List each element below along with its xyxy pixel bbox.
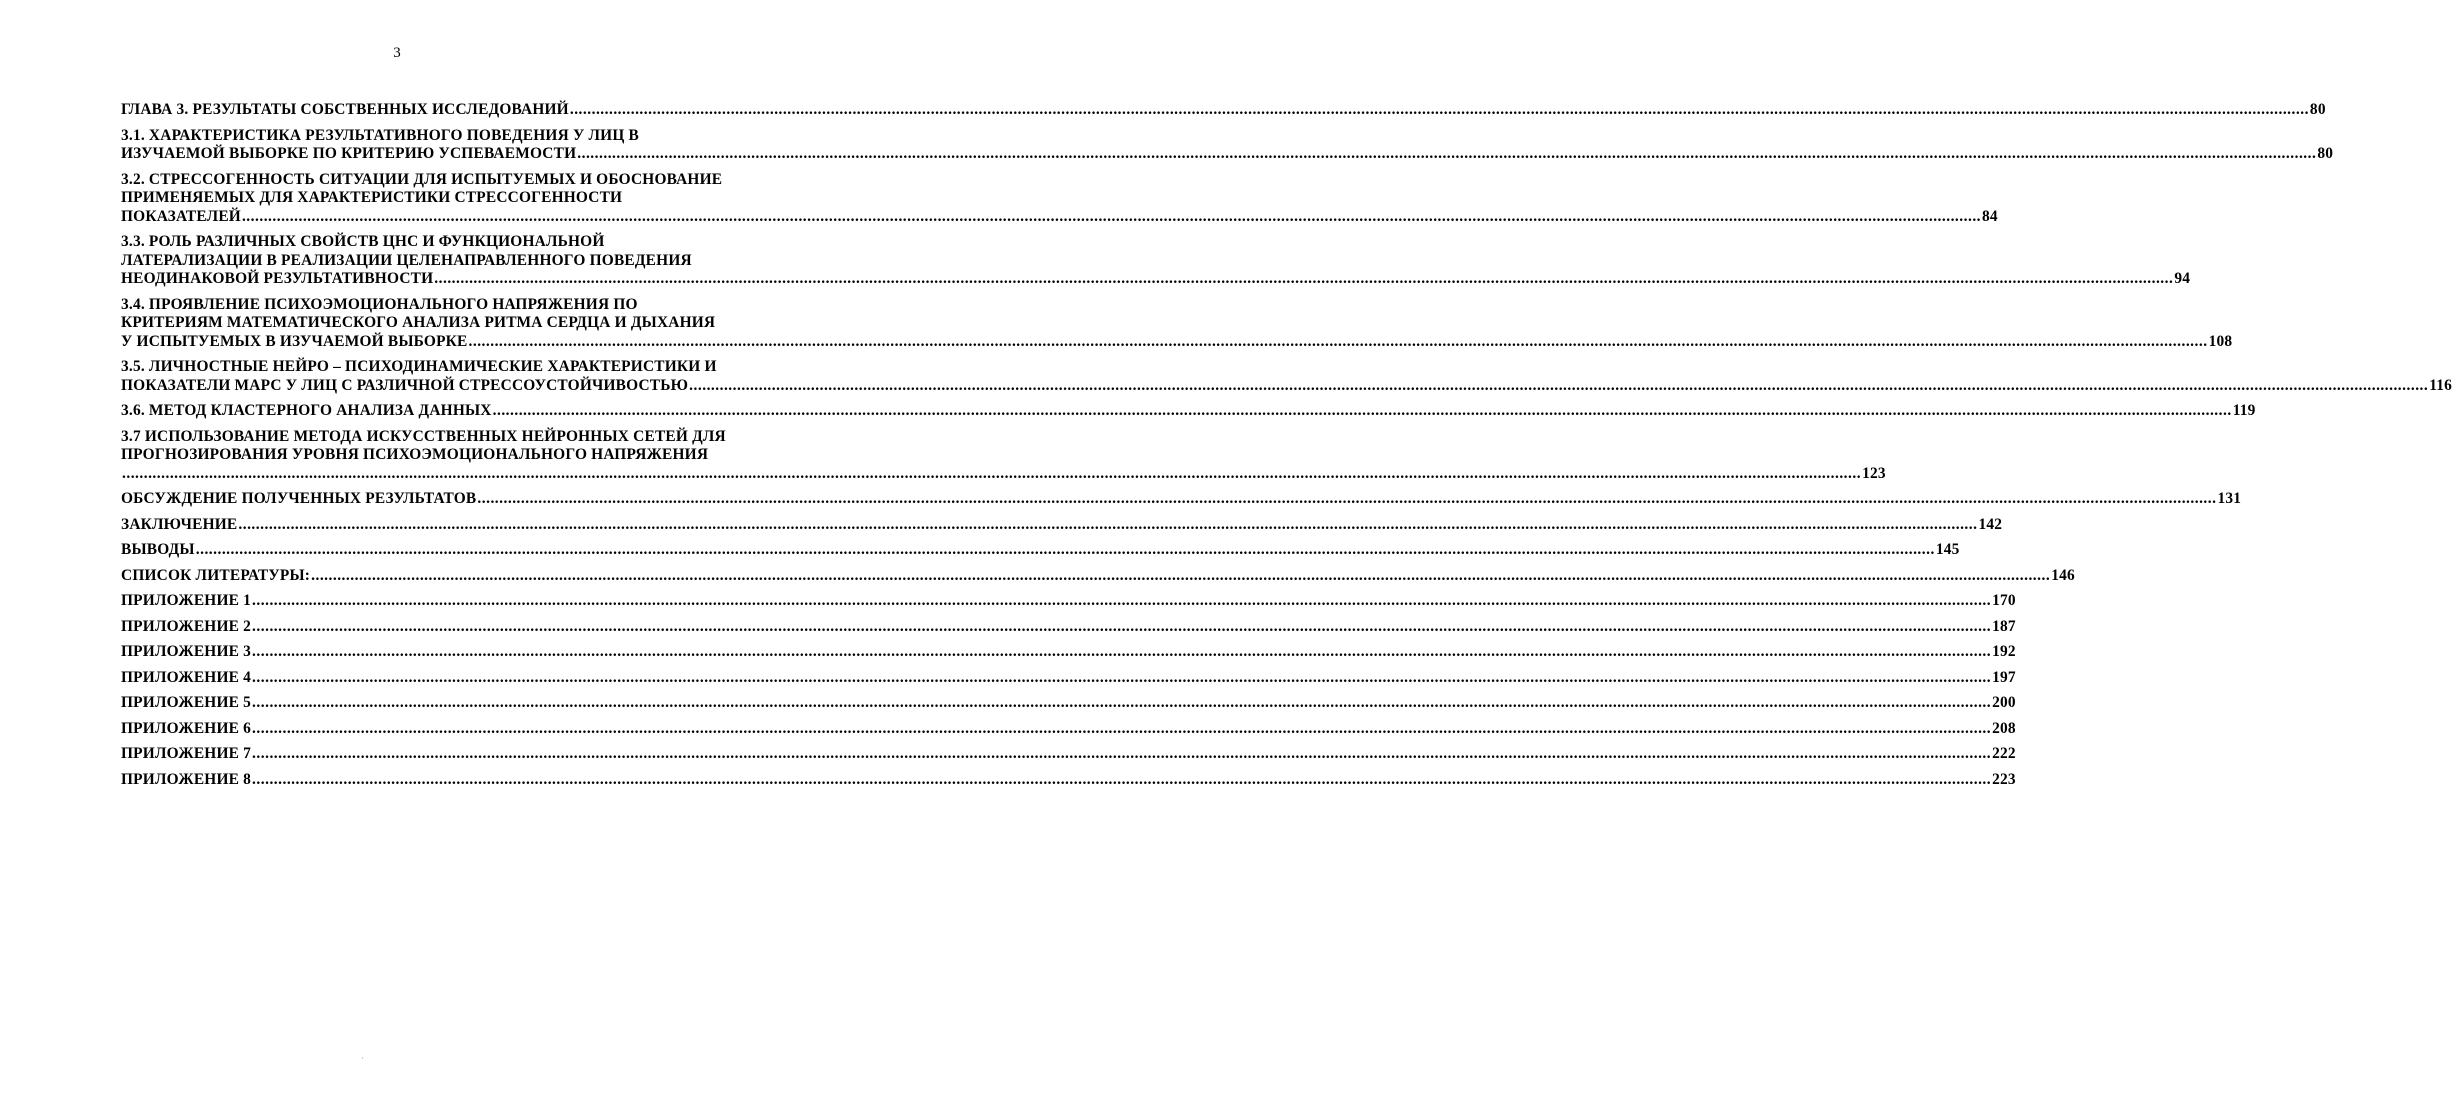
toc-page-number: 187 xyxy=(1992,617,2016,635)
toc-entry-title-line: НЕОДИНАКОВОЙ РЕЗУЛЬТАТИВНОСТИ xyxy=(121,270,434,287)
toc-page-number: 146 xyxy=(2051,566,2075,584)
toc-entry-title-line: ЛАТЕРАЛИЗАЦИИ В РЕАЛИЗАЦИИ ЦЕЛЕНАПРАВЛЕННОГО ПОВЕДЕНИЯ xyxy=(121,251,692,269)
toc-entry-title-line: СПИСОК ЛИТЕРАТУРЫ: xyxy=(121,566,311,584)
toc-entry[interactable] xyxy=(121,592,2016,611)
toc-entry-title-line: ЗАКЛЮЧЕНИЕ xyxy=(121,515,238,533)
dot-leader: ................................................................................................................................................................................................................................................................................................................................................................................................................ xyxy=(241,207,1982,225)
toc-entry-final-line xyxy=(121,694,2016,713)
toc-entry-title-line: ПРИМЕНЯЕМЫХ ДЛЯ ХАРАКТЕРИСТИКИ СТРЕССОГЕННОСТИ xyxy=(121,189,623,206)
dot-leader: ................................................................................................................................................................................................................................................................................................................................................................................................................ xyxy=(577,145,2317,162)
toc-entry-title-line: ВЫВОДЫ xyxy=(121,541,195,558)
dot-leader: ................................................................................................................................................................................................................................................................................................................................................................................................................ xyxy=(252,617,1992,635)
toc-entry-final-line xyxy=(121,541,1960,560)
toc-entry-final-line xyxy=(121,668,2016,688)
table-of-contents xyxy=(121,101,2452,796)
dot-leader: ................................................................................................................................................................................................................................................................................................................................................................................................................ xyxy=(252,719,1992,737)
dot-leader: ................................................................................................................................................................................................................................................................................................................................................................................................................ xyxy=(238,515,1978,533)
toc-entry-title-line: 3.3. РОЛЬ РАЗЛИЧНЫХ СВОЙСТВ ЦНС И ФУНКЦИОНАЛЬНОЙ xyxy=(121,233,605,250)
toc-page-number: 170 xyxy=(1992,592,2016,609)
toc-entry-title-line: ПРИЛОЖЕНИЕ 8 xyxy=(121,770,252,788)
toc-entry-final-line xyxy=(121,617,2016,637)
toc-entry-title-line: 3.5. ЛИЧНОСТНЫЕ НЕЙРО – ПСИХОДИНАМИЧЕСКИЕ ХАРАКТЕРИСТИКИ И xyxy=(121,358,717,375)
toc-page-number: 208 xyxy=(1992,719,2016,737)
toc-entry[interactable] xyxy=(121,719,2016,739)
toc-entry-title-line: ПРИЛОЖЕНИЕ 5 xyxy=(121,694,252,711)
toc-entry-title-line: 3.4. ПРОЯВЛЕНИЕ ПСИХОЭМОЦИОНАЛЬНОГО НАПРЯЖЕНИЯ ПО xyxy=(121,295,638,313)
toc-entry-title-line: ПРИЛОЖЕНИЕ 6 xyxy=(121,719,252,737)
toc-page-number: 223 xyxy=(1992,770,2016,788)
toc-entry[interactable] xyxy=(121,566,2075,586)
dot-leader: ................................................................................................................................................................................................................................................................................................................................................................................................................ xyxy=(122,464,1862,482)
toc-entry[interactable] xyxy=(121,643,2016,662)
toc-page-number: 200 xyxy=(1992,694,2016,711)
page-number: 3 xyxy=(393,45,401,61)
dot-leader: ................................................................................................................................................................................................................................................................................................................................................................................................................ xyxy=(434,270,2174,287)
toc-entry-final-line xyxy=(121,515,2003,535)
toc-entry[interactable] xyxy=(121,170,1998,227)
toc-entry-title-line: 3.6. МЕТОД КЛАСТЕРНОГО АНАЛИЗА ДАННЫХ xyxy=(121,402,492,419)
toc-entry-title-line: ПРИЛОЖЕНИЕ 1 xyxy=(121,592,252,609)
dot-leader: ................................................................................................................................................................................................................................................................................................................................................................................................................ xyxy=(252,592,1992,609)
dot-leader: ................................................................................................................................................................................................................................................................................................................................................................................................................ xyxy=(252,668,1992,686)
toc-page-number: 222 xyxy=(1992,745,2016,762)
dot-leader: ................................................................................................................................................................................................................................................................................................................................................................................................................ xyxy=(252,770,1992,788)
toc-page-number: 123 xyxy=(1862,464,1886,482)
toc-page-number: 80 xyxy=(2317,145,2334,162)
dot-leader: ................................................................................................................................................................................................................................................................................................................................................................................................................ xyxy=(492,402,2232,419)
toc-page-number: 94 xyxy=(2174,270,2191,287)
toc-entry-title-line: ПРИЛОЖЕНИЕ 3 xyxy=(121,643,252,660)
toc-entry[interactable] xyxy=(121,515,2003,535)
toc-entry-final-line xyxy=(121,270,2191,289)
toc-entry-title-line: ПРИЛОЖЕНИЕ 2 xyxy=(121,617,252,635)
toc-entry[interactable] xyxy=(121,770,2016,790)
toc-entry-final-line xyxy=(121,745,2016,764)
toc-entry[interactable] xyxy=(121,490,2242,509)
toc-entry-title-line: ПРИЛОЖЕНИЕ 7 xyxy=(121,745,252,762)
toc-entry-final-line xyxy=(121,101,2326,120)
dot-leader: ................................................................................................................................................................................................................................................................................................................................................................................................................ xyxy=(252,643,1992,660)
toc-entry[interactable] xyxy=(121,126,2334,164)
toc-page-number: 131 xyxy=(2217,490,2242,507)
toc-entry[interactable] xyxy=(121,668,2016,688)
toc-entry[interactable] xyxy=(121,617,2016,637)
toc-page-number: 119 xyxy=(2232,402,2256,419)
toc-entry-final-line xyxy=(121,719,2016,739)
toc-entry-final-line xyxy=(121,643,2016,662)
toc-entry-final-line xyxy=(121,770,2016,790)
dot-leader: ................................................................................................................................................................................................................................................................................................................................................................................................................ xyxy=(195,541,1935,558)
toc-entry-title-line: ПРОГНОЗИРОВАНИЯ УРОВНЯ ПСИХОЭМОЦИОНАЛЬНОГО НАПРЯЖЕНИЯ xyxy=(121,446,709,463)
toc-entry-final-line xyxy=(121,464,1886,484)
toc-entry-final-line xyxy=(121,145,2334,164)
dot-leader: ................................................................................................................................................................................................................................................................................................................................................................................................................ xyxy=(252,745,1992,762)
toc-entry-final-line xyxy=(121,490,2242,509)
toc-entry-final-line xyxy=(121,376,2452,396)
toc-entry[interactable] xyxy=(121,745,2016,764)
toc-page-number: 192 xyxy=(1992,643,2016,660)
toc-entry-title-line: КРИТЕРИЯМ МАТЕМАТИЧЕСКОГО АНАЛИЗА РИТМА СЕРДЦА И ДЫХАНИЯ xyxy=(121,314,716,331)
toc-entry-title-line: 3.1. ХАРАКТЕРИСТИКА РЕЗУЛЬТАТИВНОГО ПОВЕДЕНИЯ У ЛИЦ В xyxy=(121,126,640,144)
toc-entry[interactable] xyxy=(121,541,1960,560)
toc-entry[interactable] xyxy=(121,427,1886,484)
toc-entry-final-line xyxy=(121,332,2233,352)
dot-leader: ................................................................................................................................................................................................................................................................................................................................................................................................................ xyxy=(311,566,2051,584)
toc-entry-title-line: 3.7 ИСПОЛЬЗОВАНИЕ МЕТОДА ИСКУССТВЕННЫХ НЕЙРОННЫХ СЕТЕЙ ДЛЯ xyxy=(121,427,726,445)
dot-leader: ................................................................................................................................................................................................................................................................................................................................................................................................................ xyxy=(689,376,2429,394)
toc-entry[interactable] xyxy=(121,233,2191,289)
scan-speck: · xyxy=(361,1054,364,1063)
toc-page-number: 142 xyxy=(1978,515,2003,533)
toc-entry-final-line xyxy=(121,592,2016,611)
dot-leader: ................................................................................................................................................................................................................................................................................................................................................................................................................ xyxy=(468,332,2208,350)
toc-page-number: 84 xyxy=(1982,207,1998,225)
toc-entry-final-line xyxy=(121,566,2075,586)
toc-entry-title-line: У ИСПЫТУЕМЫХ В ИЗУЧАЕМОЙ ВЫБОРКЕ xyxy=(121,332,468,350)
toc-page-number: 145 xyxy=(1935,541,1960,558)
toc-page-number: 197 xyxy=(1992,668,2016,686)
toc-page-number: 108 xyxy=(2208,332,2233,350)
toc-entry[interactable] xyxy=(121,358,2452,395)
toc-page-number: 116 xyxy=(2429,376,2452,394)
toc-entry-title-line: 3.2. СТРЕССОГЕННОСТЬ СИТУАЦИИ ДЛЯ ИСПЫТУЕМЫХ И ОБОСНОВАНИЕ xyxy=(121,170,723,188)
toc-entry-title-line: ОБСУЖДЕНИЕ ПОЛУЧЕННЫХ РЕЗУЛЬТАТОВ xyxy=(121,490,477,507)
toc-entry[interactable] xyxy=(121,694,2016,713)
toc-entry-title-line: ПОКАЗАТЕЛИ МАРС У ЛИЦ С РАЗЛИЧНОЙ СТРЕССОУСТОЙЧИВОСТЬЮ xyxy=(121,376,689,394)
toc-entry-title-line: ПОКАЗАТЕЛЕЙ xyxy=(121,207,241,225)
toc-entry-final-line xyxy=(121,402,2256,421)
dot-leader: ................................................................................................................................................................................................................................................................................................................................................................................................................ xyxy=(477,490,2217,507)
toc-entry-title-line: ГЛАВА 3. РЕЗУЛЬТАТЫ СОБСТВЕННЫХ ИССЛЕДОВАНИЙ xyxy=(121,101,569,118)
toc-entry-title-line: ИЗУЧАЕМОЙ ВЫБОРКЕ ПО КРИТЕРИЮ УСПЕВАЕМОСТИ xyxy=(121,145,577,162)
toc-page-number: 80 xyxy=(2309,101,2326,118)
toc-entry-final-line xyxy=(121,207,1998,227)
dot-leader: ................................................................................................................................................................................................................................................................................................................................................................................................................ xyxy=(252,694,1992,711)
toc-entry[interactable] xyxy=(121,101,2326,120)
toc-entry-title-line: ПРИЛОЖЕНИЕ 4 xyxy=(121,668,252,686)
toc-entry[interactable] xyxy=(121,295,2233,352)
toc-entry[interactable] xyxy=(121,402,2256,421)
dot-leader: ................................................................................................................................................................................................................................................................................................................................................................................................................ xyxy=(569,101,2309,118)
